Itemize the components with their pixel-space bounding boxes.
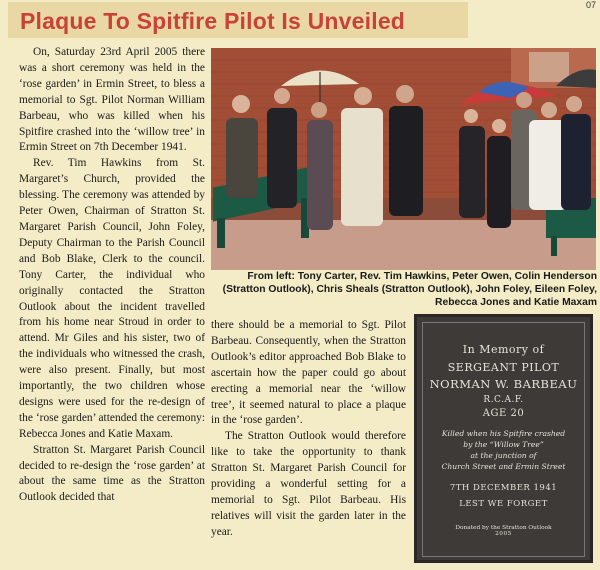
- plaque-inscription: [422, 322, 585, 557]
- article-column-left: [19, 45, 205, 506]
- plaque-line: 2005: [495, 531, 512, 537]
- plaque-line: AGE 20: [482, 408, 525, 419]
- photo-caption: From left: Tony Carter, Rev. Tim Hawkins, Peter Owen, Colin Henderson (Stratton Outlook), Chris Sheals (Stratton Outlook), John Foley, Eileen Foley, Rebecca Jones and Katie Maxam: [222, 271, 597, 309]
- page-number: 07: [585, 0, 596, 10]
- plaque-line: In Memory of: [462, 343, 545, 356]
- plaque-line: by the “Willow Tree”: [463, 440, 544, 449]
- plaque-line: Killed when his Spitfire crashed: [441, 429, 566, 438]
- article-paragraph: Rev. Tim Hawkins from St. Margaret’s Church, provided the blessing. The ceremony was attended by Peter Owen, Chairman of Stratton St. Margaret Parish Council, John Foley, Deputy Chairman to the Parish Council and Bob Blake, Clerk to the council. Tony Carter, the individual who originally contacted the Stratton Outlook about the incident travelled from his home near Stroud in order to attend. Mr Giles and his sister, two of the individuals who witnessed the crash, were also present. Finally, but most importantly, the two children whose designs were used for the re-design of the ‘rose garden’ attended the ceremony: Rebecca Jones and Katie Maxam.: [19, 157, 205, 440]
- headline: Plaque To Spitfire Pilot Is Unveiled: [20, 8, 406, 34]
- article-paragraph: The Stratton Outlook would therefore like to take the opportunity to thank Stratton St. Margaret Parish Council for providing a wonderful setting for a memorial to Sgt. Pilot Barbeau. His relatives will visit the garden later in the year.: [211, 430, 406, 538]
- memorial-plaque: [414, 314, 593, 563]
- plaque-line: SERGEANT PILOT: [447, 361, 560, 374]
- ceremony-photo-illustration: [211, 48, 596, 270]
- article-column-middle: [211, 318, 406, 541]
- plaque-line: at the junction of: [470, 451, 537, 460]
- plaque-line: 7TH DECEMBER 1941: [449, 483, 558, 493]
- plaque-line: Church Street and Ermin Street: [441, 462, 566, 471]
- article-paragraph: On, Saturday 23rd April 2005 there was a short ceremony was held in the ‘rose garden’ in Ermin Street, to bless a memorial to Sgt. Pilot Norman William Barbeau, who was killed when his Spitfire crashed into the ‘willow tree’ in Ermin Street on 7th December 1941.: [19, 46, 205, 154]
- plaque-line: LEST WE FORGET: [459, 499, 548, 509]
- article-paragraph: Stratton St. Margaret Parish Council decided to re-design the ‘rose garden’ at about the same time as the Stratton Outlook decided that: [19, 443, 205, 504]
- article-paragraph: there should be a memorial to Sgt. Pilot Barbeau. Consequently, when the Stratton Outlook’s editor approached Bob Blake to ascertain how the paper could go about erecting a memorial near the ‘willow tree’, it seemed natural to place a plaque in the ‘rose garden’.: [211, 319, 406, 427]
- plaque-line: R.C.A.F.: [483, 395, 524, 405]
- ceremony-photo: [211, 48, 596, 270]
- plaque-line: NORMAN W. BARBEAU: [429, 377, 578, 391]
- headline-banner: [8, 2, 468, 38]
- plaque-line: Donated by the Stratton Outlook: [455, 525, 552, 531]
